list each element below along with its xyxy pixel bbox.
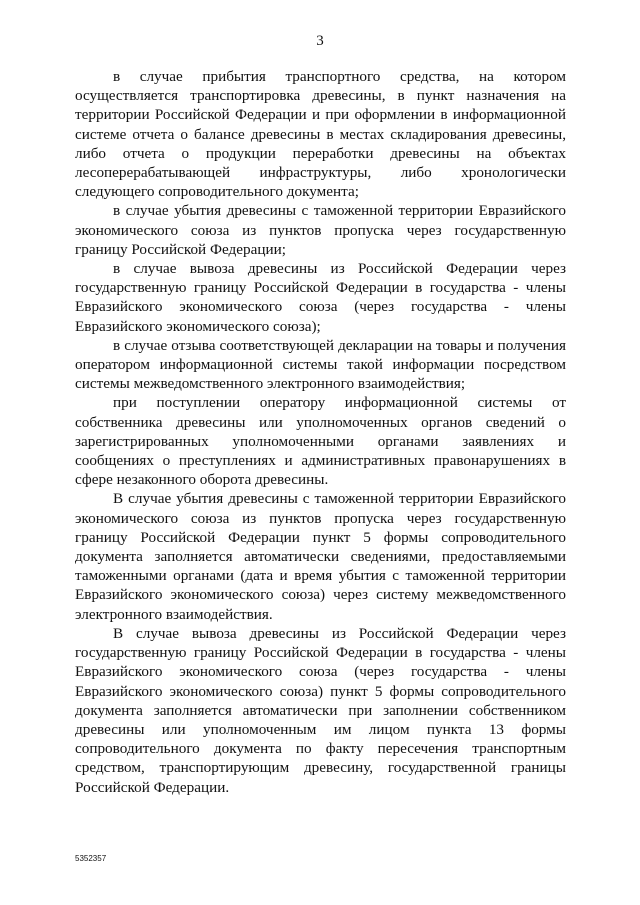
paragraph-offense-reports: при поступлении оператору информационной системы от собственника древесины или уполномоченных органов сведений о зарегистрированных уполномоченными органами заявлениях и сообщениях о преступлениях и административных правонарушениях в сфере незаконного оборота древесины. xyxy=(75,394,566,489)
paragraph-departure-customs: в случае убытия древесины с таможенной территории Евразийского экономического союза из пунктов пропуска через государственную границу Российской Федерации; xyxy=(75,202,566,258)
paragraph-item5-customs: В случае убытия древесины с таможенной территории Евразийского экономического союза из пунктов пропуска через государственную границу Российской Федерации пункт 5 формы сопроводительного документа заполняется автоматически сведениями, предоставляемыми таможенными органами (дата и время убытия с таможенной территории Евразийского экономического союза) через систему межведомственного электронного взаимодействия. xyxy=(75,490,566,623)
document-body xyxy=(75,67,566,797)
paragraph-arrival: в случае прибытия транспортного средства, на котором осуществляется транспортировка древесины, в пункт назначения на территории Российской Федерации и при оформлении в информационной системе отчета о балансе древесины в местах складирования древесины, либо отчета о продукции переработки древесины на объектах лесоперерабатывающей инфраструктуры, либо хронологически следующего сопроводительного документа; xyxy=(75,68,566,201)
paragraph-declaration-withdrawal: в случае отзыва соответствующей декларации на товары и получения оператором информационной системы такой информации посредством системы межведомственного электронного взаимодействия; xyxy=(75,336,566,393)
document-code: 5352357 xyxy=(75,854,107,863)
page-number: 3 xyxy=(316,33,324,49)
paragraph-item5-export: В случае вывоза древесины из Российской Федерации через государственную границу Российской Федерации в государства - члены Евразийского экономического союза (через государства - члены Евразийского экономического союза) пункт 5 формы сопроводительного документа заполняется автоматически при заполнении собственником древесины или уполномоченным им лицом пункта 13 формы сопроводительного документа по факту пересечения транспортным средством, транспортирующим древесину, государственной границы Российской Федерации. xyxy=(75,624,566,796)
paragraph-export-eaeu: в случае вывоза древесины из Российской Федерации через государственную границу Российской Федерации в государства - члены Евразийского экономического союза (через государства - члены Евразийского экономического союза); xyxy=(75,260,566,335)
